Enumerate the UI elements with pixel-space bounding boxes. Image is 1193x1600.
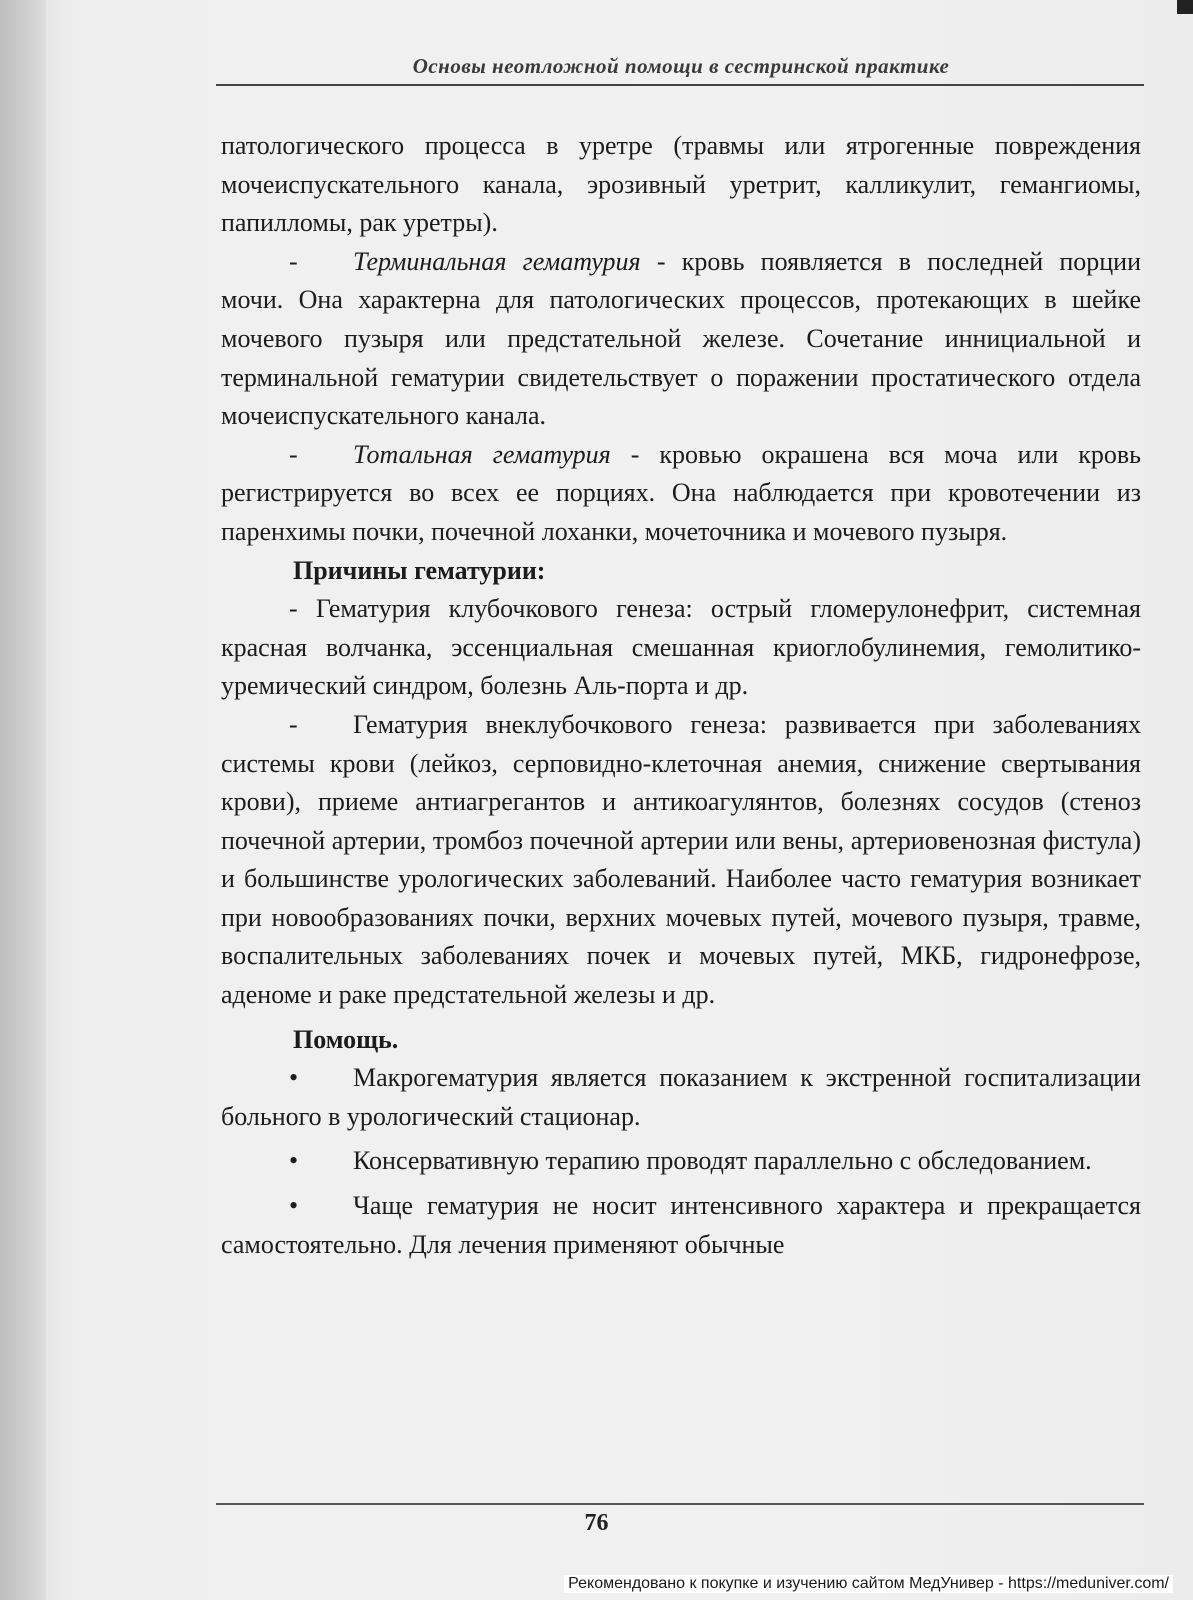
binding-shadow — [0, 0, 46, 1600]
list-item-total-hematuria — [221, 436, 1141, 552]
dash-marker: - — [289, 439, 298, 469]
list-item-glomerular — [221, 590, 1141, 706]
page-number: 76 — [584, 1510, 609, 1536]
paragraph-text: - кровь появляется в последней порции мочи. Она характерна для патологических процессов, протекающих в шейке мочевого пузыря или предстательной железе. Сочетание иннициальной и терминальной гематурии свидетельствует о поражении простатического отдела мочеиспускательного канала. — [221, 246, 1141, 431]
term-italic: Терминальная гематурия — [353, 246, 641, 276]
bullet-item — [221, 1059, 1141, 1136]
section-heading-causes: Причины гематурии: — [293, 555, 546, 585]
paragraph-text: патологического процесса в уретре (травмы или ятрогенные повреждения мочеиспускательного канала, эрозивный уретрит, калликулит, гемангиомы, папилломы, рак уретры). — [221, 131, 1141, 238]
paragraph-text: Консервативную терапию проводят параллельно с обследованием. — [353, 1146, 1092, 1176]
paragraph-text: Чаще гематурия не носит интенсивного характера и прекращается самостоятельно. Для лечения применяют обычные — [221, 1191, 1141, 1259]
paragraph-text: - кровью окрашена вся моча или кровь регистрируется во всех ее порциях. Она наблюдается при кровотечении из паренхимы почки, почечной лоханки, мочеточника и мочевого пузыря. — [221, 439, 1142, 546]
bullet-marker: • — [289, 1146, 299, 1176]
corner-mark — [1177, 0, 1193, 14]
running-title: Основы неотложной помощи в сестринской практике — [412, 54, 950, 78]
dash-marker: - — [289, 709, 298, 739]
list-item-terminal-hematuria — [221, 243, 1141, 436]
footer-rule — [216, 1503, 1144, 1505]
dash-marker: - — [289, 246, 298, 276]
page-body — [221, 127, 1141, 1264]
paragraph-continuation — [221, 127, 1141, 243]
bullet-marker: • — [289, 1191, 299, 1221]
section-heading-help: Помощь. — [293, 1024, 399, 1054]
term-italic: Тотальная гематурия — [353, 439, 611, 469]
bullet-marker: • — [289, 1063, 299, 1093]
list-item-extraglomerular — [221, 706, 1141, 1015]
paragraph-text: Гематурия внеклубочкового генеза: развивается при заболеваниях системы крови (лейкоз, серповидно-клеточная анемия, снижение свертывания крови), приеме антиагрегантов и антикоагулянтов, болезнях сосудов (стеноз почечной артерии, тромбоз почечной артерии или вены, артериовенозная фистула) и большинстве урологических заболеваний. Наиболее часто гематурия возникает при новообразованиях почки, верхних мочевых путей, мочевого пузыря, травме, воспалительных заболеваниях почек и мочевых путей, МКБ, гидронефрозе, аденоме и раке предстательной железы и др. — [221, 709, 1141, 1010]
watermark-text: Рекомендовано к покупке и изучению сайтом МедУнивер - https://meduniver.com/ — [564, 1575, 1173, 1593]
paragraph-text: - Гематурия клубочкового генеза: острый гломерулонефрит, системная красная волчанка, эссенциальная смешанная криоглобулинемия, гемолитико-уремический синдром, болезнь Аль-порта и др. — [221, 594, 1141, 701]
bullet-item — [221, 1187, 1141, 1264]
paragraph-text: Макрогематурия является показанием к экстренной госпитализации больного в урологический стационар. — [221, 1063, 1141, 1131]
header-rule — [216, 84, 1144, 86]
bullet-item — [221, 1142, 1141, 1181]
